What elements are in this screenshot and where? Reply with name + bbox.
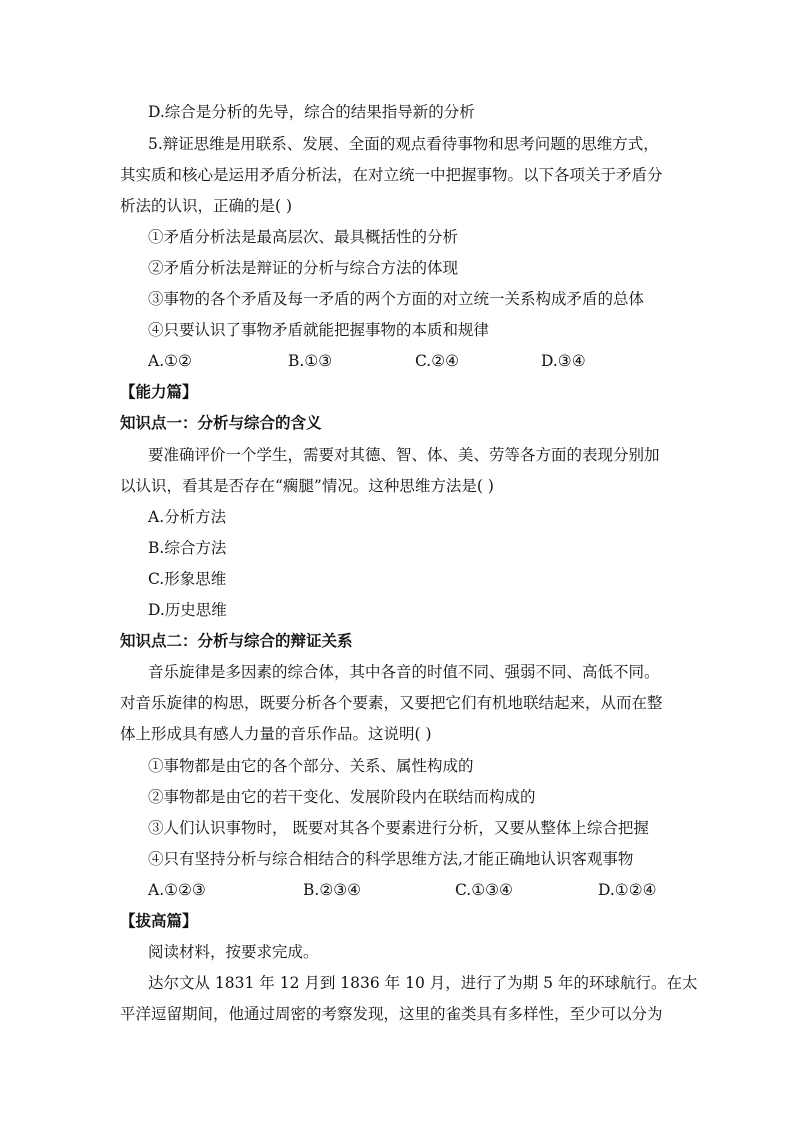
kp2-stem-line-1: 音乐旋律是多因素的综合体，其中各音的时值不同、强弱不同、高低不同。 [148,663,660,681]
kp2-option-a: A.①②③ [148,881,206,899]
advanced-instruction: 阅读材料，按要求完成。 [148,943,319,961]
q5-option-c: C.②④ [415,352,460,370]
q5-option-b: B.①③ [288,352,333,370]
kp2-stem-line-3: 体上形成具有感人力量的音乐作品。这说明( ) [120,725,432,743]
q4-option-d: D.综合是分析的先导，综合的结果指导新的分析 [148,103,475,121]
kp2-item-2: ②事物都是由它的若干变化、发展阶段内在联结而构成的 [148,788,536,806]
kp2-stem-line-2: 对音乐旋律的构思，既要分析各个要素，又要把它们有机地联结起来，从而在整 [120,694,663,712]
kp1-option-a: A.分析方法 [148,508,227,526]
kp2-item-1: ①事物都是由它的各个部分、关系、属性构成的 [148,757,474,775]
q5-item-3: ③事物的各个矛盾及每一矛盾的两个方面的对立统一关系构成矛盾的总体 [148,290,645,308]
kp1-option-d: D.历史思维 [148,601,227,619]
kp2-title: 知识点二：分析与综合的辩证关系 [120,631,353,650]
kp1-stem-line-1: 要准确评价一个学生，需要对其德、智、体、美、劳等各方面的表现分别加 [148,446,660,464]
kp2-item-3: ③人们认识事物时， 既要对其各个要素进行分析，又要从整体上综合把握 [148,819,649,837]
kp2-item-4: ④只有坚持分析与综合相结合的科学思维方法,才能正确地认识客观事物 [148,850,634,868]
q5-item-4: ④只要认识了事物矛盾就能把握事物的本质和规律 [148,321,490,339]
kp1-option-b: B.综合方法 [148,539,227,557]
kp1-option-c: C.形象思维 [148,570,227,588]
section-heading-advanced: 【拔高篇】 [120,911,198,930]
q5-option-a: A.①② [148,352,192,370]
advanced-material-line-2: 平洋逗留期间，他通过周密的考察发现，这里的雀类具有多样性，至少可以分为 [120,1005,663,1023]
kp1-title: 知识点一：分析与综合的含义 [120,413,322,432]
kp2-option-d: D.①②④ [598,881,657,899]
kp2-option-b: B.②③④ [303,881,362,899]
q5-item-2: ②矛盾分析法是辩证的分析与综合方法的体现 [148,259,459,277]
q5-option-d: D.③④ [541,352,586,370]
section-heading-ability: 【能力篇】 [120,382,198,401]
q5-item-1: ①矛盾分析法是最高层次、最具概括性的分析 [148,228,459,246]
q5-stem-line-2: 其实质和核心是运用矛盾分析法，在对立统一中把握事物。以下各项关于矛盾分 [120,166,663,184]
q5-stem-line-1: 5.辩证思维是用联系、发展、全面的观点看待事物和思考问题的思维方式， [148,135,659,153]
kp2-option-c: C.①③④ [455,881,513,899]
advanced-material-line-1: 达尔文从 1831 年 12 月到 1836 年 10 月，进行了为期 5 年的环球航行。在太 [148,974,698,992]
q5-stem-line-3: 析法的认识，正确的是( ) [120,197,293,215]
kp1-stem-line-2: 以认识，看其是否存在“瘸腿”情况。这种思维方法是( ) [120,477,494,495]
